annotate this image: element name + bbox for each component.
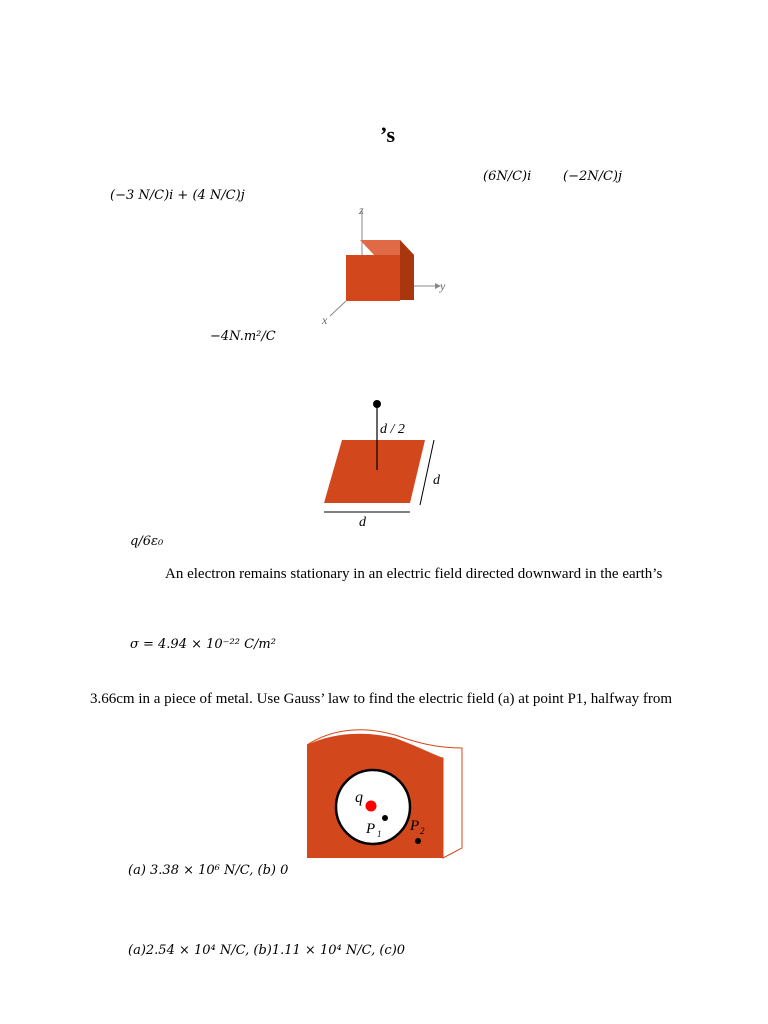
metal-label-p2: P [410, 818, 420, 834]
plate-label-half: d / 2 [380, 422, 405, 437]
flux-value: −4N.m²/C [210, 329, 276, 344]
x-axis [330, 301, 346, 316]
plate-label-bottom: d [359, 515, 366, 530]
cube-figure [310, 200, 460, 330]
plate-label-side: d [433, 473, 440, 488]
plate-figure [310, 395, 470, 540]
point-p2 [415, 838, 421, 844]
metal-block-figure [300, 720, 470, 865]
electron-problem-text: An electron remains stationary in an electric field directed downward in the earth’s [165, 566, 663, 582]
square-plate [324, 440, 425, 503]
cube-front-face [346, 255, 400, 301]
point-p1 [382, 815, 388, 821]
field-term-y: (−2N/C)j [563, 169, 623, 184]
metal-label-p1-sub: 1 [377, 829, 382, 839]
metal-label-p1: P [366, 821, 376, 837]
cube-side-face [400, 240, 414, 300]
metal-problem-text: 3.66cm in a piece of metal. Use Gauss’ law to find the electric field (a) at point P1, halfway from [90, 691, 673, 707]
charge-density: σ = 4.94 × 10⁻²² C/m² [130, 637, 276, 652]
page-title: ’s [380, 122, 396, 147]
cube-label-z: z [359, 203, 364, 217]
answer-2: (a)2.54 × 10⁴ N/C, (b)1.11 × 10⁴ N/C, (c)0 [128, 943, 406, 958]
field-vector: (−3 N/C)i + (4 N/C)j [110, 188, 245, 203]
metal-label-p2-sub: 2 [420, 826, 425, 836]
metal-label-q: q [355, 789, 363, 806]
flux-fraction: q/6ε₀ [130, 534, 164, 549]
charge-q [366, 801, 377, 812]
answer-1: (a) 3.38 × 10⁶ N/C, (b) 0 [128, 863, 289, 878]
cube-label-x: x [322, 313, 328, 327]
field-term-x: (6N/C)i [483, 169, 532, 184]
point-charge [373, 400, 381, 408]
cube-label-y: y [440, 279, 446, 293]
